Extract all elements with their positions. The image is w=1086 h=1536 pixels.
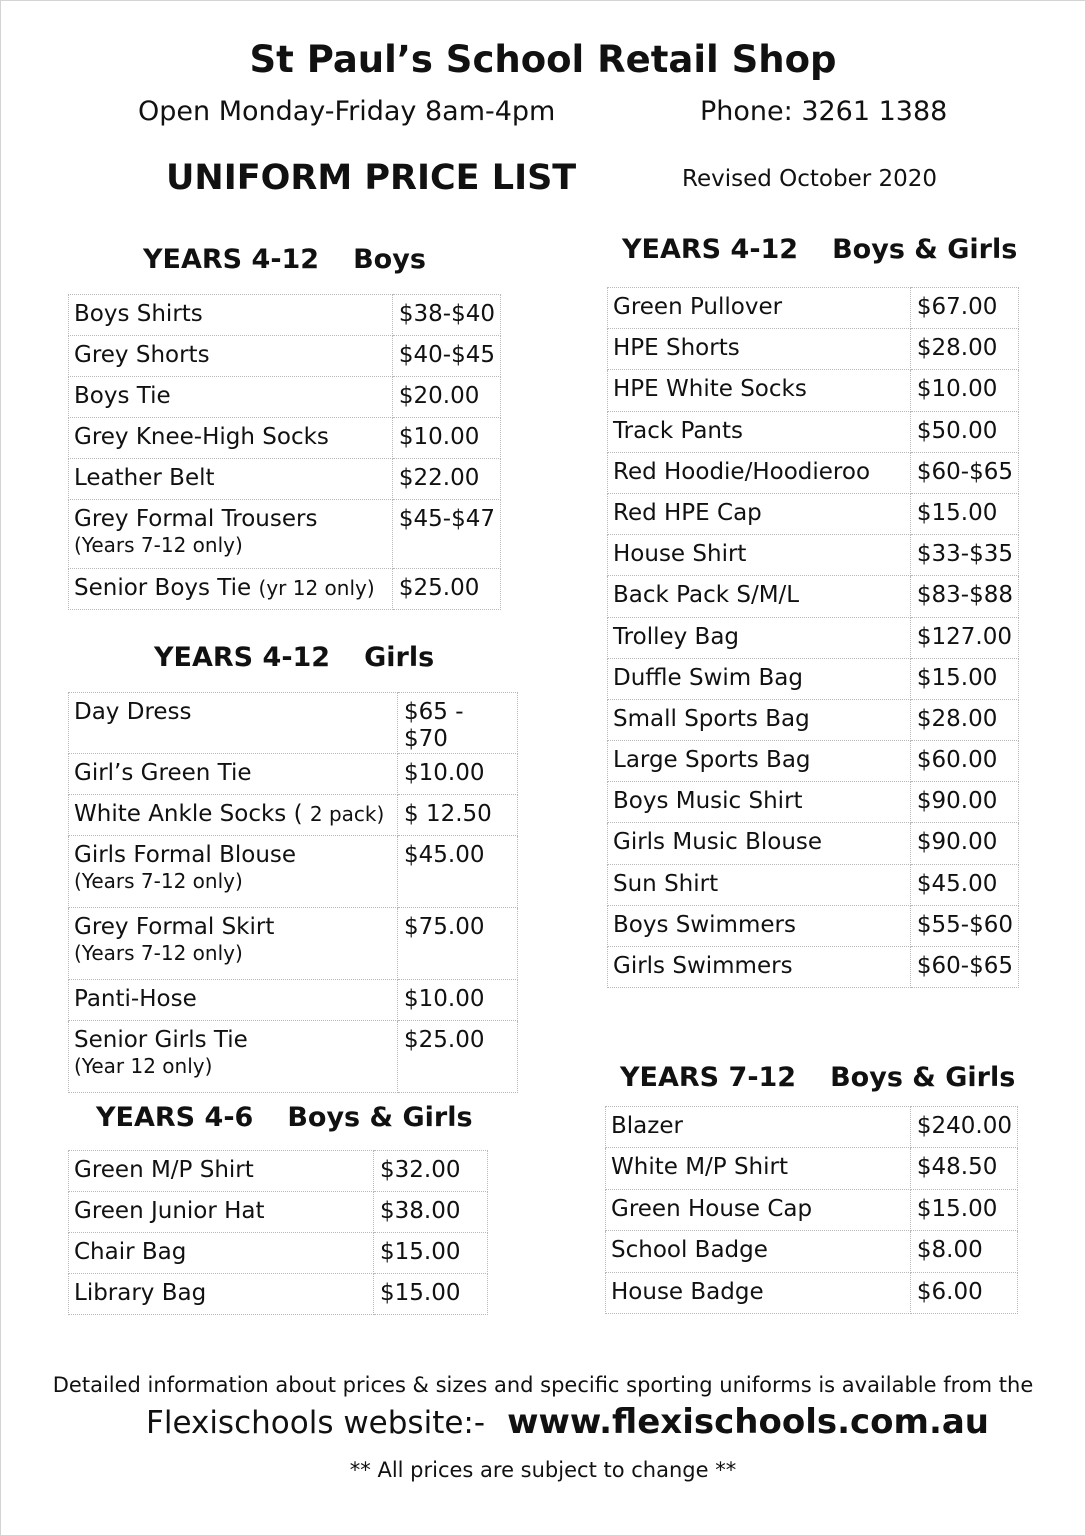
table-row (608, 493, 1019, 534)
item-price: $83-$88 (910, 576, 1018, 617)
footer-info: Detailed information about prices & sizes and specific sporting uniforms is available from the (52, 1373, 1034, 1397)
item-name: White Ankle Socks ( (74, 801, 303, 827)
item-name-cell (69, 980, 398, 1021)
item-name-cell (69, 1233, 374, 1274)
item-name: Red HPE Cap (613, 499, 762, 526)
item-price: $10.00 (910, 370, 1018, 411)
item-price: $60.00 (910, 741, 1018, 782)
item-name: House Shirt (613, 541, 747, 568)
item-name: Senior Boys Tie (74, 575, 252, 601)
table-row (606, 1107, 1018, 1148)
item-name: Green Junior Hat (74, 1198, 265, 1224)
heading-years: YEARS 4-12 (143, 244, 320, 275)
heading-both-7-12 (620, 1062, 1015, 1093)
item-price: $20.00 (392, 377, 500, 418)
item-price: $50.00 (910, 411, 1018, 452)
item-name: HPE White Socks (613, 376, 807, 403)
item-name-cell (608, 617, 911, 658)
item-name-cell (69, 1021, 398, 1093)
table-row (69, 1274, 488, 1315)
item-name: School Badge (611, 1237, 768, 1264)
item-name: Boys Tie (74, 383, 171, 409)
item-name: Grey Formal Trousers (74, 506, 318, 532)
heading-years: YEARS 7-12 (620, 1062, 797, 1093)
item-name-cell (606, 1148, 911, 1189)
table-row (69, 836, 518, 908)
item-name-cell (608, 905, 911, 946)
item-price: $32.00 (374, 1151, 488, 1192)
item-price: $45.00 (398, 836, 518, 908)
table-row (608, 947, 1019, 988)
table-row (608, 782, 1019, 823)
website-label: Flexischools website:- (146, 1405, 486, 1441)
item-name-cell (69, 459, 393, 500)
item-name: White M/P Shirt (611, 1154, 789, 1181)
item-name: Green M/P Shirt (74, 1157, 254, 1183)
item-name: Chair Bag (74, 1239, 187, 1265)
heading-both-4-6 (96, 1102, 473, 1133)
item-name: Boys Swimmers (613, 911, 796, 938)
item-price: $15.00 (910, 1189, 1017, 1230)
item-price: $60-$65 (910, 947, 1018, 988)
item-name-cell (608, 452, 911, 493)
price-table-boys-4-12 (68, 294, 501, 610)
item-name: HPE Shorts (613, 335, 740, 362)
page-title: St Paul’s School Retail Shop (249, 38, 837, 81)
item-name: Sun Shirt (613, 870, 719, 897)
item-price: $90.00 (910, 823, 1018, 864)
item-name-cell (69, 754, 398, 795)
item-name-cell (69, 836, 398, 908)
item-name: Boys Music Shirt (613, 788, 803, 815)
item-price: $15.00 (910, 493, 1018, 534)
item-price: $15.00 (374, 1233, 488, 1274)
price-table-both-7-12 (605, 1106, 1018, 1314)
item-price: $ 12.50 (398, 795, 518, 836)
item-name-cell (69, 500, 393, 569)
item-price: $25.00 (392, 569, 500, 610)
item-name-cell (69, 1151, 374, 1192)
table-row (608, 699, 1019, 740)
item-price: $65 - $70 (398, 693, 518, 754)
item-name: Trolley Bag (613, 623, 740, 650)
item-price: $40-$45 (392, 336, 500, 377)
item-name: Duffle Swim Bag (613, 664, 803, 691)
item-name-cell (69, 336, 393, 377)
item-name-cell (608, 370, 911, 411)
item-name-cell (69, 1192, 374, 1233)
item-price: $75.00 (398, 908, 518, 980)
item-price: $60-$65 (910, 452, 1018, 493)
footer-website (146, 1402, 989, 1442)
item-note: (Years 7-12 only) (74, 941, 243, 965)
item-name-cell (69, 795, 398, 836)
item-name-cell (606, 1272, 911, 1313)
item-name: Grey Shorts (74, 342, 210, 368)
website-link[interactable]: www.flexischools.com.au (507, 1402, 990, 1442)
item-price: $90.00 (910, 782, 1018, 823)
item-price: $25.00 (398, 1021, 518, 1093)
item-name: Track Pants (613, 417, 744, 444)
item-price: $45.00 (910, 864, 1018, 905)
price-list-title: UNIFORM PRICE LIST (166, 158, 577, 198)
item-name: Back Pack S/M/L (613, 582, 800, 609)
table-row (608, 905, 1019, 946)
table-row (608, 535, 1019, 576)
table-row (608, 329, 1019, 370)
table-row (608, 617, 1019, 658)
item-name-cell (608, 288, 911, 329)
item-name: Girls Formal Blouse (74, 842, 297, 868)
item-name-cell (608, 329, 911, 370)
item-name-cell (608, 576, 911, 617)
heading-boys-4-12 (143, 244, 426, 275)
heading-years: YEARS 4-12 (154, 642, 331, 673)
item-note: (yr 12 only) (258, 576, 375, 600)
item-name: Girls Music Blouse (613, 829, 823, 856)
table-row (606, 1272, 1018, 1313)
heading-group: Girls (364, 642, 435, 673)
item-name-cell (608, 699, 911, 740)
item-name-cell (606, 1189, 911, 1230)
table-row (608, 658, 1019, 699)
table-row (69, 1192, 488, 1233)
item-name-cell (606, 1107, 911, 1148)
item-name-cell (69, 295, 393, 336)
table-row (69, 693, 518, 754)
table-row (69, 418, 501, 459)
table-row (608, 741, 1019, 782)
table-row (69, 1151, 488, 1192)
opening-hours: Open Monday-Friday 8am-4pm (138, 96, 556, 127)
table-row (608, 576, 1019, 617)
item-name-cell (608, 493, 911, 534)
table-row (608, 411, 1019, 452)
item-name: Small Sports Bag (613, 705, 810, 732)
item-note: (Years 7-12 only) (74, 533, 243, 557)
table-row (69, 908, 518, 980)
item-name-cell (69, 1274, 374, 1315)
item-name-cell (608, 947, 911, 988)
item-name-cell (608, 411, 911, 452)
item-name: Blazer (611, 1113, 683, 1139)
footer-disclaimer: ** All prices are subject to change ** (349, 1458, 737, 1482)
heading-girls-4-12 (154, 642, 434, 673)
table-row (608, 823, 1019, 864)
item-price: $15.00 (374, 1274, 488, 1315)
item-name-cell (69, 418, 393, 459)
heading-group: Boys & Girls (830, 1062, 1016, 1093)
item-name: Grey Formal Skirt (74, 914, 275, 940)
table-row (69, 377, 501, 418)
item-name-cell (69, 377, 393, 418)
item-price: $10.00 (398, 754, 518, 795)
item-name: Red Hoodie/Hoodieroo (613, 458, 871, 485)
item-price: $8.00 (910, 1231, 1017, 1272)
table-row (69, 1233, 488, 1274)
table-row (69, 980, 518, 1021)
item-price: $38.00 (374, 1192, 488, 1233)
price-table-girls-4-12 (68, 692, 518, 1093)
item-price: $48.50 (910, 1148, 1017, 1189)
item-price: $67.00 (910, 288, 1018, 329)
item-name: Boys Shirts (74, 301, 203, 327)
item-name: Green House Cap (611, 1195, 813, 1222)
table-row (606, 1189, 1018, 1230)
table-row (608, 452, 1019, 493)
item-name-cell (608, 535, 911, 576)
table-row (606, 1231, 1018, 1272)
item-name: Girl’s Green Tie (74, 760, 252, 786)
item-name: Girls Swimmers (613, 953, 793, 979)
item-name: Grey Knee-High Socks (74, 424, 329, 450)
table-row (69, 1021, 518, 1093)
item-price: $28.00 (910, 329, 1018, 370)
heading-group: Boys & Girls (832, 234, 1018, 265)
item-note: (Years 7-12 only) (74, 869, 243, 893)
item-price: $15.00 (910, 658, 1018, 699)
item-name: Senior Girls Tie (74, 1027, 248, 1053)
item-price: $55-$60 (910, 905, 1018, 946)
item-note: 2 pack) (309, 802, 385, 826)
item-price: $6.00 (910, 1272, 1017, 1313)
item-price: $33-$35 (910, 535, 1018, 576)
item-note: (Year 12 only) (74, 1054, 213, 1078)
item-name: Day Dress (74, 699, 192, 725)
item-name-cell (69, 908, 398, 980)
revised-date: Revised October 2020 (682, 166, 938, 192)
item-name-cell (69, 693, 398, 754)
heading-group: Boys & Girls (287, 1102, 473, 1133)
item-name-cell (69, 569, 393, 610)
item-name: Library Bag (74, 1280, 207, 1306)
heading-years: YEARS 4-6 (96, 1102, 254, 1133)
item-name: Leather Belt (74, 465, 215, 491)
table-row (69, 459, 501, 500)
item-price: $22.00 (392, 459, 500, 500)
item-name-cell (608, 782, 911, 823)
price-table-both-4-6 (68, 1150, 488, 1315)
item-name: Large Sports Bag (613, 747, 811, 774)
item-name-cell (606, 1231, 911, 1272)
item-name: Green Pullover (613, 294, 783, 320)
heading-both-4-12 (622, 234, 1017, 265)
item-price: $38-$40 (392, 295, 500, 336)
heading-group: Boys (353, 244, 426, 275)
item-price: $28.00 (910, 699, 1018, 740)
item-name-cell (608, 823, 911, 864)
item-name-cell (608, 658, 911, 699)
table-row (69, 754, 518, 795)
item-price: $10.00 (398, 980, 518, 1021)
item-name: House Badge (611, 1278, 764, 1305)
table-row (608, 864, 1019, 905)
table-row (69, 336, 501, 377)
table-row (69, 795, 518, 836)
phone-number: Phone: 3261 1388 (700, 96, 948, 127)
item-price: $45-$47 (392, 500, 500, 569)
table-row (606, 1148, 1018, 1189)
item-name-cell (608, 864, 911, 905)
heading-years: YEARS 4-12 (622, 234, 799, 265)
item-price: $240.00 (910, 1107, 1017, 1148)
table-row (69, 500, 501, 569)
table-row (69, 569, 501, 610)
table-row (69, 295, 501, 336)
table-row (608, 288, 1019, 329)
item-price: $10.00 (392, 418, 500, 459)
item-name-cell (608, 741, 911, 782)
item-name: Panti-Hose (74, 986, 197, 1012)
price-table-both-4-12 (607, 287, 1019, 988)
item-price: $127.00 (910, 617, 1018, 658)
table-row (608, 370, 1019, 411)
